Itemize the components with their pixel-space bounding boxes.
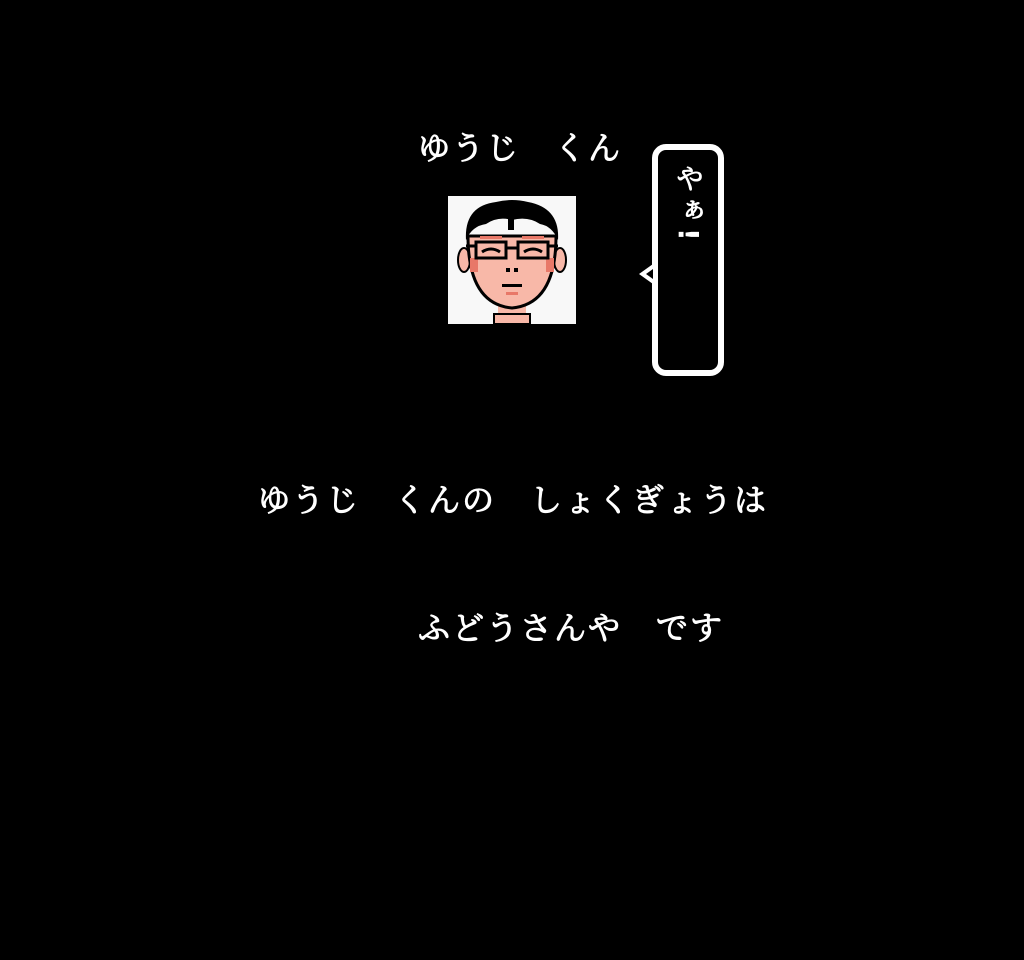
dialog-line-1: ゆうじ くんの しょくぎょうは bbox=[258, 481, 769, 519]
boy-with-glasses-portrait-icon bbox=[448, 196, 576, 324]
character-portrait bbox=[448, 196, 576, 324]
dialog-line-2: ふどうさんや です bbox=[418, 609, 725, 647]
character-name: ゆうじ くん bbox=[418, 129, 623, 167]
speech-text: やぁ! bbox=[672, 164, 705, 245]
speech-bubble bbox=[652, 144, 724, 376]
speech-bubble-tail bbox=[639, 264, 653, 284]
